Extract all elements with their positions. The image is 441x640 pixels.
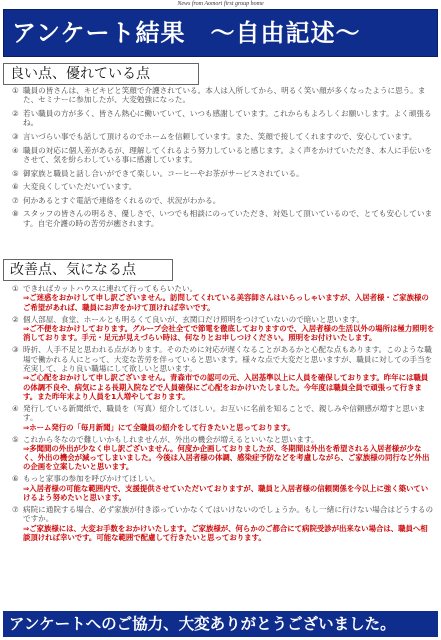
improvement-item (12, 474, 435, 502)
improvement-item (12, 345, 435, 401)
comment-text: 大変良くしていただいています。 (23, 182, 137, 192)
comment-text: 若い職員の方が多く、皆さん熱心に働いていて、いつも感謝しています。これからもよろしくお願いします。よく頑張るね。 (23, 109, 432, 128)
item-number: ① (12, 284, 19, 293)
good-point-item (12, 169, 435, 178)
improvements-heading: 改善点、気になる点 (3, 259, 173, 281)
good-point-item (12, 86, 435, 105)
comment-text: もっと家事の参加を呼びかけてほしい。 (23, 474, 160, 484)
comment-text: 発行している新聞紙で、職員を（写真）紹介してほしい。お互いに名前を知ることで、親しみや信頼感が増すと思います。 (23, 403, 426, 423)
good-point-item (12, 196, 435, 205)
item-number: ⑧ (12, 209, 19, 219)
comment-text: 何かあるとすぐ電話で連絡をくれるので、状況がわかる。 (23, 195, 221, 205)
comment-text: 個人部屋、食堂、ホールとも明るくて良いが、玄関口だけ照明をつけていないので暗いと思います。 (23, 314, 364, 324)
good-point-item (12, 146, 435, 165)
staff-reply: ⇒ご心配をおかけして申し訳ございません。青森市での認可の元、入居基準以上に人員を確保しております。昨年には職員の体調不良や、病気による長期入院などで人員確保にご心配をおかけいたしました。今年度は職員全員で頑張って行きます。また昨年末より人員を1人増やしております。 (23, 373, 429, 401)
comment-text: 時折、人手不足と思われる点があります。そのために対応が遅くなることがあるかと心配な点もあります。このような職場で働かれる人にとって、大変な苦労を伴っていると思います。様々な点で大変だと思いますが、職員に対しての手当を充実して、より良い職場にして欲しいと思います。 (23, 345, 433, 373)
item-number: ⑥ (12, 182, 19, 192)
good-point-item (12, 182, 435, 191)
comment-text: 職員の皆さんは、キビキビと笑顔で介護されている。本人は入所してから、明るく笑い顔が多くなったように思う。また、セミナーに参加したが、大変勉強になった。 (23, 86, 426, 105)
improvement-item (12, 284, 435, 312)
good-point-item (12, 109, 435, 128)
improvement-item (12, 505, 435, 542)
staff-reply: ⇒ご迷惑をおかけして申し訳ございません。訪問してくれている美容師さんはいらっしゃいますが、入居者様・ご家族様のご希望があれば、職員にお声をかけて頂ければ幸いです。 (23, 293, 429, 312)
thank-you-banner: アンケートへのご協力、大変ありがとうございました。 (3, 611, 438, 637)
staff-reply: ⇒入居者様の可能な範囲内で、支援提供させていただいておりますが、職員と入居者様の信頼関係を今以上に強く築いていけるよう努めたいと思います。 (23, 483, 429, 502)
item-number: ⑥ (12, 474, 19, 484)
item-number: ① (12, 86, 19, 95)
staff-reply: ⇒ご不便をおかけしております。グループ会社全てで節電を徹底しておりますので、入居者様の生活以外の場所は極力照明を消しております。手元・足元が見えづらい時は、何なりとお申しつけください。照明をお付けいたします。 (23, 324, 435, 343)
item-number: ④ (12, 145, 19, 155)
staff-reply: ⇒多聞間の外出が少なく申し訳ございません。何度か企画しておりましたが、冬期間は外出を希望される入居者様が少なく、外出の機会が減ってしまいました。今後は入居者様の体調、感染症予防などを考慮しながら、ご家族様の同行など外出の企画を立案したいと思います。 (23, 444, 430, 472)
good-points-list (12, 86, 435, 254)
item-number: ⑤ (12, 434, 19, 444)
good-point-item (12, 132, 435, 141)
item-number: ③ (12, 345, 19, 355)
comment-text: 言いづらい事でも話して頂けるのでホームを信頼しています。また、笑顔で接してくれますので、安心しています。 (23, 132, 417, 141)
improvement-item (12, 404, 435, 432)
newsletter-tagline: News from Aomori first group home (177, 1, 264, 7)
item-number: ④ (12, 403, 19, 413)
improvements-list (12, 284, 435, 606)
comment-text: 職員の対応に個人差があるが、理解してくれるよう努力していると感じます。よく声をかけていただき、本人に手伝いをさせて、気を紛らわしている事に感謝しています。 (23, 145, 433, 164)
page-title: アンケート結果 ～自由記述～ (3, 9, 438, 57)
comment-text: これから冬なので難しいかもしれませんが、外出の機会が増えるといいなと思います。 (23, 434, 319, 444)
item-number: ② (12, 109, 19, 118)
comment-text: できればカットハウスに連れて行ってもらいたい。 (23, 284, 198, 293)
staff-reply: ⇒ホーム発行の「毎月新聞」にて全職員の紹介をして行きたいと思っております。 (23, 422, 295, 432)
item-number: ③ (12, 132, 19, 141)
improvement-item (12, 315, 435, 343)
comment-text: 御家族と職員と話し合いができて楽しい。コーヒーやお茶がサービスされている。 (23, 168, 304, 178)
comment-text: スタッフの皆さんの明るさ、優しさで、いつでも相談にのっていただき、対処して頂いているので、とても安心しています。自宅介護の時の苦労が癒されます。 (23, 209, 433, 228)
staff-reply: ⇒ご家族様には、大変お手数をおかけいたします。ご家族様が、何らかのご都合にて病院受診が出来ない場合は、職員へ相談頂ければ幸いです。可能な範囲で配慮して行きたいと思っております。 (23, 523, 428, 542)
good-points-heading: 良い点、優れている点 (3, 63, 199, 85)
comment-text: 病院に通院する場合、必ず家族が付き添っていかなくてはいけないのでしょうか。もし一緒に行けない場合はどうするのですか。 (23, 504, 434, 524)
good-point-item (12, 209, 435, 228)
item-number: ⑦ (12, 195, 19, 205)
item-number: ⑤ (12, 168, 19, 178)
improvement-item (12, 435, 435, 472)
item-number: ② (12, 314, 19, 324)
item-number: ⑦ (12, 504, 19, 514)
